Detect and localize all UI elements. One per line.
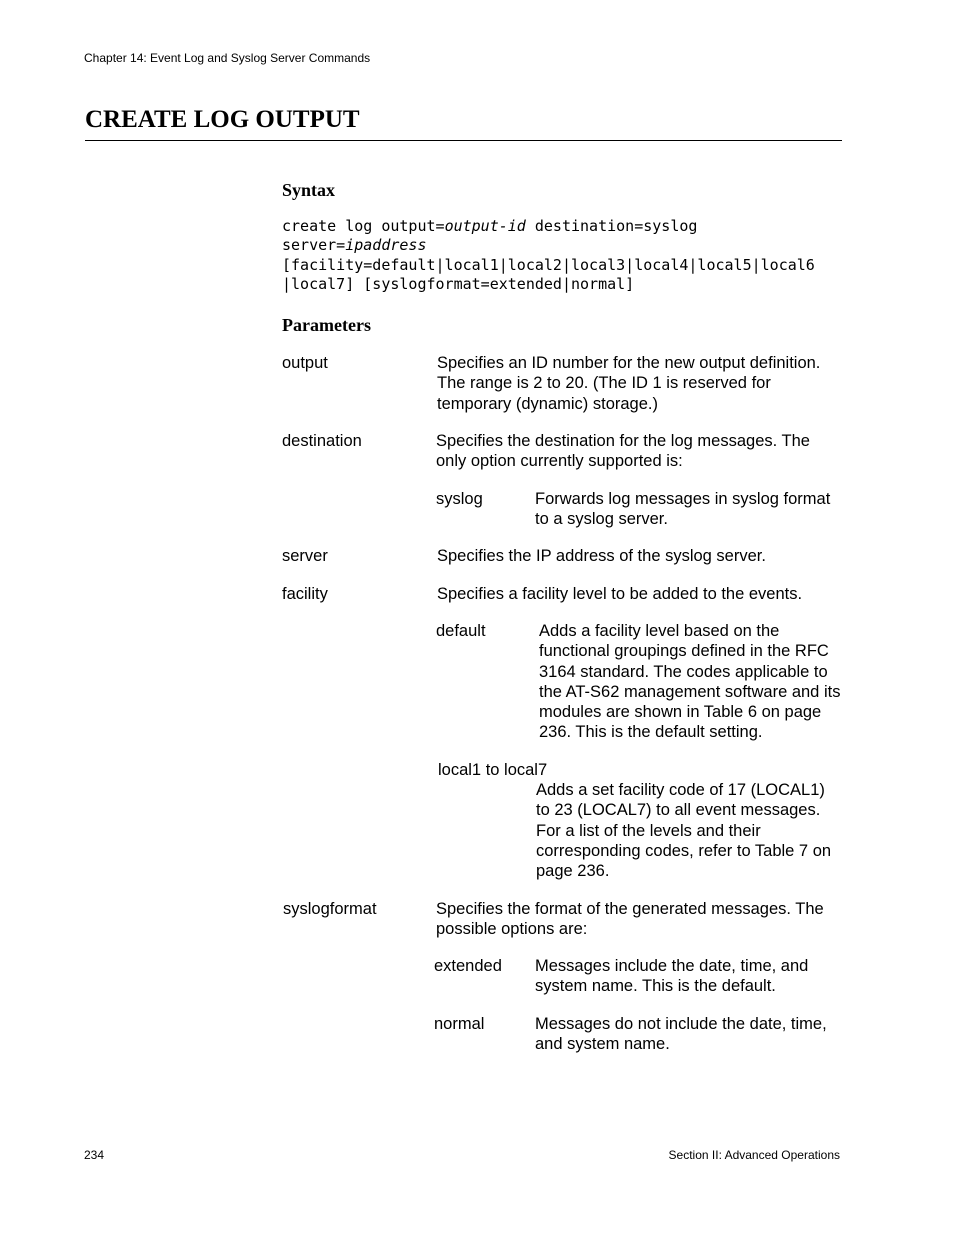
option-desc-syslog: Forwards log messages in syslog format to a syslog server. [535, 490, 831, 529]
syntax-variable: output-id [444, 217, 526, 235]
param-desc-destination: Specifies the destination for the log messages. The only option currently supported is: [436, 432, 810, 471]
param-desc-syslogformat: Specifies the format of the generated messages. The possible options are: [436, 900, 824, 939]
syntax-text: |local7] [syslogformat=extended|normal] [282, 274, 635, 293]
parameters-heading: Parameters [282, 315, 371, 335]
syntax-variable: ipaddress [345, 236, 427, 255]
option-name-normal: normal [434, 1015, 485, 1033]
running-footer: Section II: Advanced Operations [668, 1148, 840, 1162]
option-desc-normal: Messages do not include the date, time, and system name. [535, 1015, 827, 1054]
page-title: CREATE LOG OUTPUT [85, 106, 360, 133]
syntax-text: destination=syslog [525, 217, 698, 235]
param-name-destination: destination [282, 432, 362, 450]
syntax-text: [facility=default|local1|local2|local3|local4|local5|local6 [282, 255, 815, 274]
option-name-default: default [436, 622, 486, 640]
option-name-extended: extended [434, 957, 502, 975]
syntax-heading: Syntax [282, 180, 336, 200]
option-desc-extended: Messages include the date, time, and system name. This is the default. [535, 957, 809, 996]
param-name-server: server [282, 547, 328, 565]
param-desc-facility: Specifies a facility level to be added to the events. [437, 585, 803, 603]
param-name-output: output [282, 354, 328, 372]
option-name-local1-to-local7: local1 to local7 [438, 761, 548, 779]
param-name-syslogformat: syslogformat [283, 900, 377, 918]
syntax-block [282, 217, 815, 294]
title-rule [85, 140, 842, 141]
option-desc-default: Adds a facility level based on the functional groupings defined in the RFC 3164 standard. The codes applicable to the AT-S62 management software and its modules are shown in Table 6 on page 236. This is the default setting. [539, 622, 841, 742]
syntax-text: create log output= [282, 217, 445, 235]
option-desc-local1-to-local7: Adds a set facility code of 17 (LOCAL1) to 23 (LOCAL7) to all event messages. For a list of the levels and their corresponding codes, refer to Table 7 on page 236. [536, 781, 832, 881]
param-name-facility: facility [282, 585, 328, 603]
running-header: Chapter 14: Event Log and Syslog Server Commands [84, 51, 371, 65]
param-desc-output: Specifies an ID number for the new output definition. The range is 2 to 20. (The ID 1 is reserved for temporary (dynamic) storage.) [437, 354, 821, 413]
page-number: 234 [84, 1148, 105, 1162]
syntax-text: server= [282, 236, 346, 255]
param-desc-server: Specifies the IP address of the syslog server. [437, 547, 766, 565]
option-name-syslog: syslog [436, 490, 483, 508]
